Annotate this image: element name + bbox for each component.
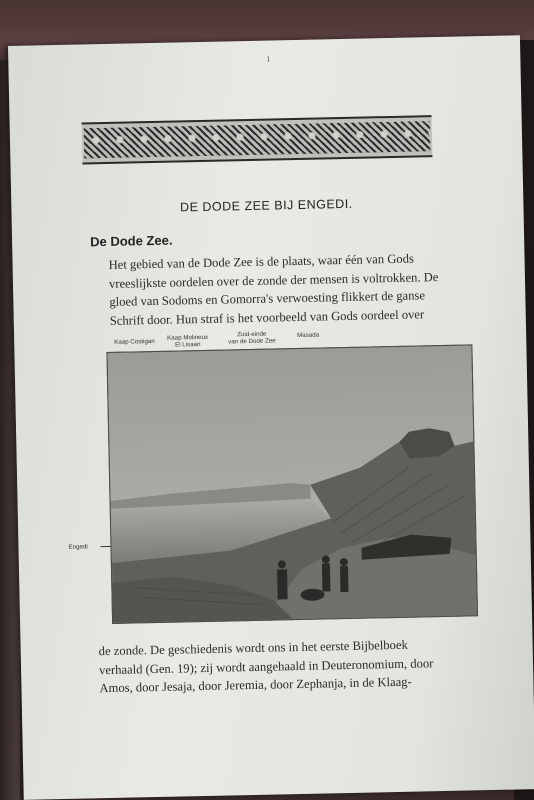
- text-line: Het gebied van de Dode Zee is de plaats, waar één van Gods: [108, 251, 414, 272]
- text-line: verhaald (Gen. 19); zij wordt aangehaald in Deuteronomium, door: [98, 655, 434, 677]
- text-line: Amos, door Jesaja, door Jeremia, door Zephanja, in de Klaag-: [99, 674, 412, 696]
- engraving-illustration: [107, 345, 477, 623]
- section-heading: De Dode Zee.: [89, 232, 173, 250]
- text-line: vreeslijkste oordelen over de zonde der mensen is voltrokken. De: [108, 269, 439, 291]
- page-number: 1: [266, 54, 271, 64]
- label-kaap-molineux: Kaap Molineux El Lisaan: [167, 333, 209, 349]
- paragraph-2: [99, 635, 456, 698]
- label-masada: Masada: [297, 331, 320, 340]
- label-engedi: Engedi: [68, 543, 88, 551]
- paragraph-1: [90, 249, 447, 330]
- engraving-dead-sea: [106, 344, 478, 624]
- ornamental-border: [82, 115, 433, 164]
- label-kaap-costigan: Kaap Costigan: [114, 337, 155, 346]
- text-line: gloed van Sodoms en Gomorra's verwoesting flikkert de ganse: [109, 288, 426, 309]
- book-page: [8, 35, 534, 800]
- label-zuid-einde: Zuid-einde van de Dode Zee: [228, 330, 276, 346]
- text-line: Schrift door. Hun straf is het voorbeeld van Gods oordeel over: [109, 306, 425, 328]
- text-line: de zonde. De geschiedenis wordt ons in het eerste Bijbelboek: [98, 637, 408, 659]
- page-title: DE DODE ZEE BIJ ENGEDI.: [179, 196, 353, 215]
